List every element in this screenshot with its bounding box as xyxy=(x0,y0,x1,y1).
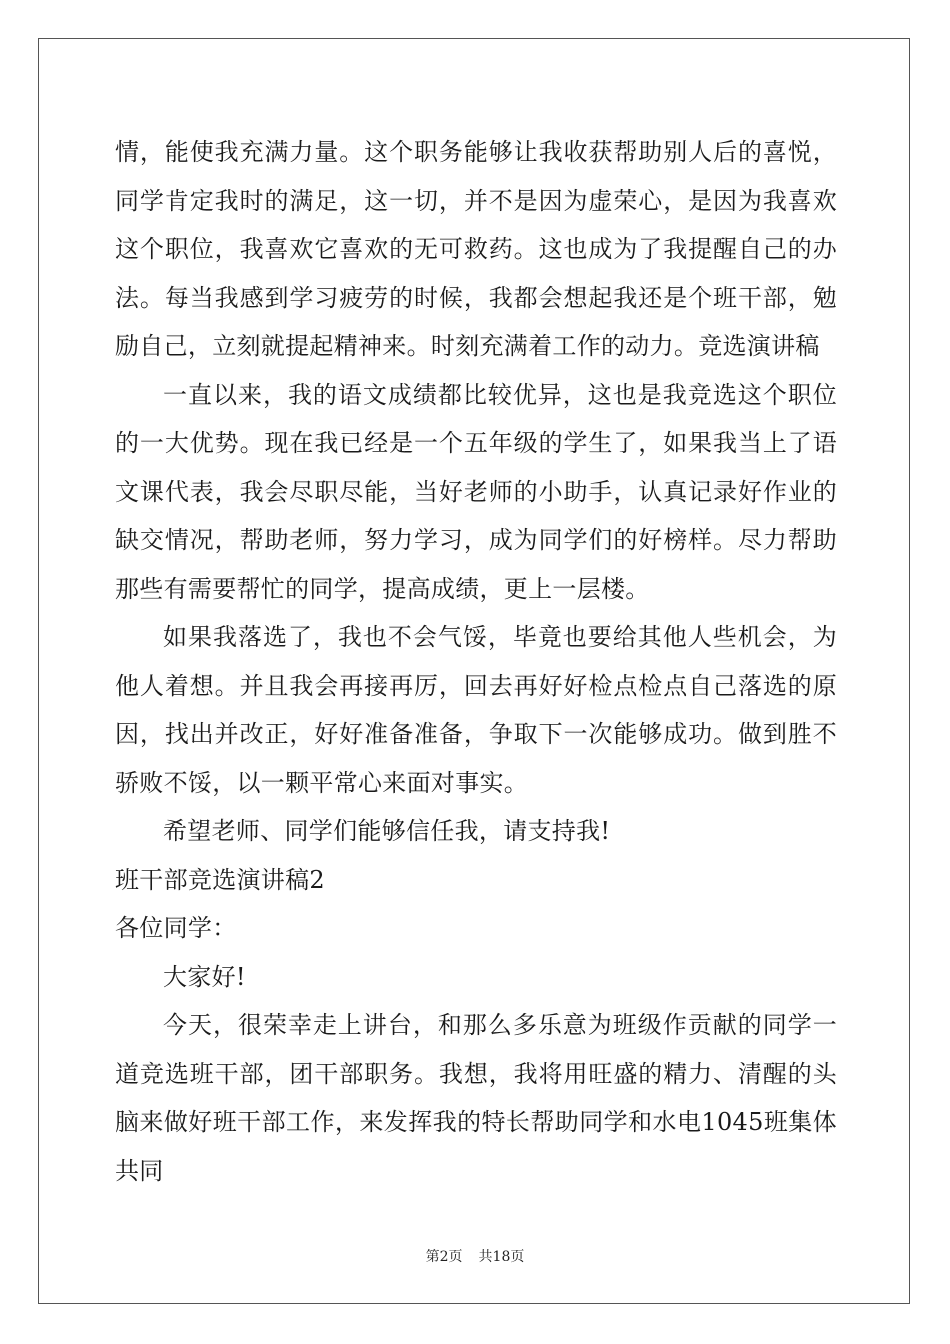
page-number: 第2页 xyxy=(425,1249,463,1265)
salutation: 各位同学： xyxy=(115,914,237,942)
document-body xyxy=(115,128,837,1195)
paragraph-1: 情，能使我充满力量。这个职务能够让我收获帮助别人后的喜悦，同学肯定我时的满足，这一切，并不是因为虚荣心，是因为我喜欢这个职位，我喜欢它喜欢的无可救药。这也成为了我提醒自己的办法。每当我感到学习疲劳的时候，我都会想起我还是个班干部，勉励自己，立刻就提起精神来。时刻充满着工作的动力。竞选演讲稿 xyxy=(115,138,837,360)
paragraph-4: 希望老师、同学们能够信任我，请支持我! xyxy=(163,817,611,845)
paragraph-5: 今天，很荣幸走上讲台，和那么多乐意为班级作贡献的同学一道竞选班干部，团干部职务。我想，我将用旺盛的精力、清醒的头脑来做好班干部工作，来发挥我的特长帮助同学和水电1045班集体共同 xyxy=(115,1011,837,1185)
paragraph-3: 如果我落选了，我也不会气馁，毕竟也要给其他人些机会，为他人着想。并且我会再接再厉，回去再好好检点检点自己落选的原因，找出并改正，好好准备准备，争取下一次能够成功。做到胜不骄败不馁，以一颗平常心来面对事实。 xyxy=(115,623,837,797)
page-total: 共18页 xyxy=(478,1249,525,1265)
greeting: 大家好! xyxy=(163,962,246,991)
page-footer xyxy=(0,1248,950,1266)
paragraph-2: 一直以来，我的语文成绩都比较优异，这也是我竞选这个职位的一大优势。现在我已经是一个五年级的学生了，如果我当上了语文课代表，我会尽职尽能，当好老师的小助手，认真记录好作业的缺交情况，帮助老师，努力学习，成为同学们的好榜样。尽力帮助那些有需要帮忙的同学，提高成绩，更上一层楼。 xyxy=(115,380,837,603)
section-heading: 班干部竞选演讲稿2 xyxy=(115,865,325,894)
